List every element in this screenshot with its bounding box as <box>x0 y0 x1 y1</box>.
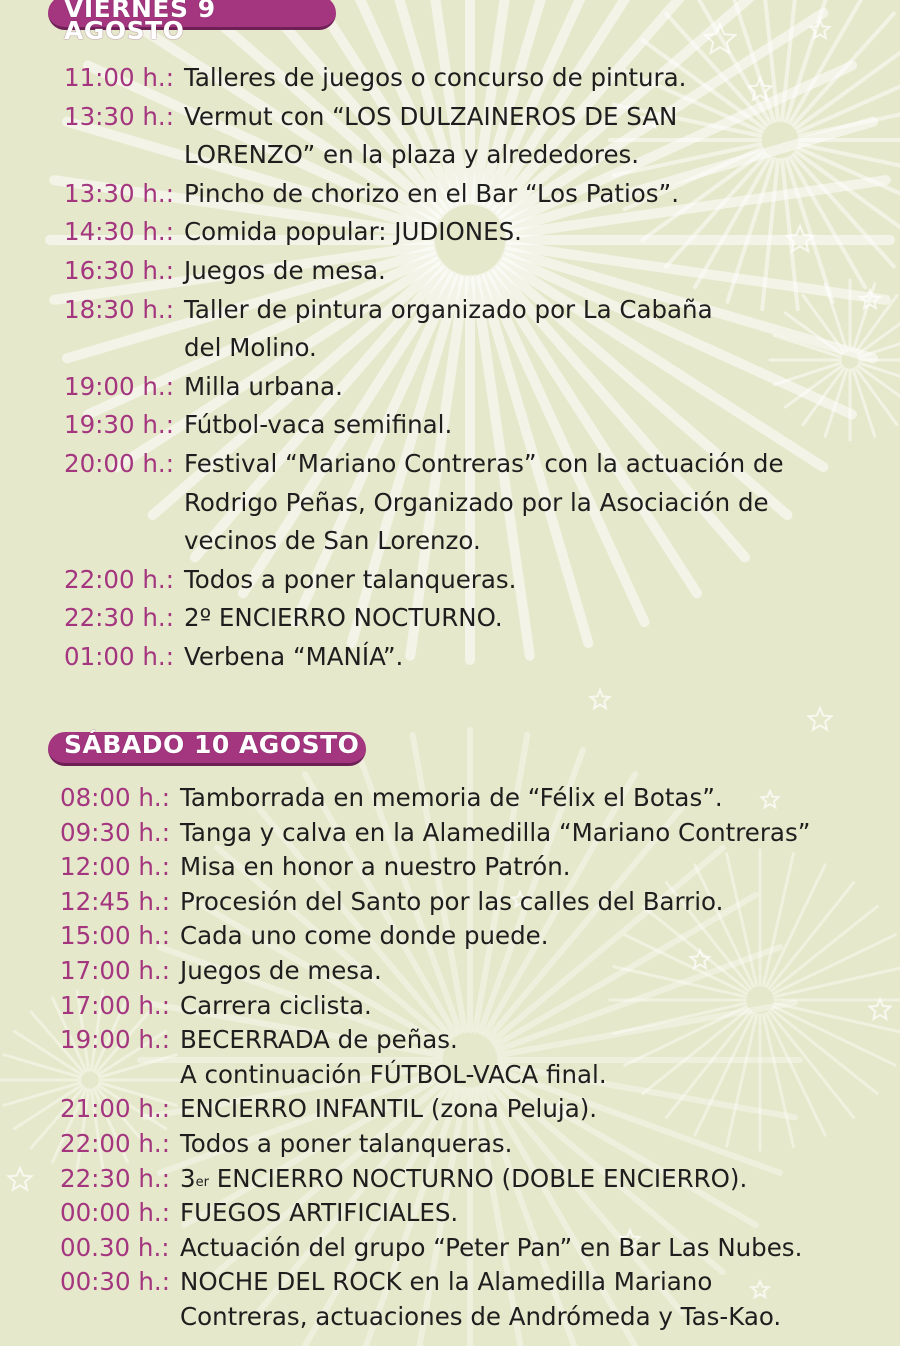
event-description <box>180 954 382 989</box>
event-description <box>184 599 503 638</box>
event-description-line: Taller de pintura organizado por La Cabaña <box>184 294 713 324</box>
event-description <box>184 638 403 677</box>
event-description-line: Fútbol-vaca semifinal. <box>184 410 453 440</box>
ordinal-superscript: er <box>195 1174 209 1190</box>
event-description <box>180 919 549 954</box>
event-description-line: Pincho de chorizo en el Bar “Los Patios”. <box>184 178 680 208</box>
event-time: 11:00 h.: <box>64 63 174 92</box>
event-description-line: 2º ENCIERRO NOCTURNO. <box>184 603 503 633</box>
day-title-viernes: VIERNES 9 AGOSTO <box>64 0 216 45</box>
event-time: 15:00 h.: <box>60 921 170 951</box>
event-time: 17:00 h.: <box>60 956 170 985</box>
event-time: 19:30 h.: <box>64 410 174 440</box>
event-time: 21:00 h.: <box>60 1094 170 1124</box>
event-row <box>64 445 784 561</box>
event-time: 00:00 h.: <box>60 1198 170 1228</box>
event-time: 18:30 h.: <box>64 294 174 324</box>
event-description-line: Festival “Mariano Contreras” con la actuación de <box>184 449 784 478</box>
event-time: 22:30 h.: <box>60 1163 170 1193</box>
event-row <box>60 954 382 989</box>
event-row <box>60 1127 512 1162</box>
event-description-line: A continuación FÚTBOL-VACA final. <box>180 1059 607 1089</box>
event-description-line: Talleres de juegos o concurso de pintura. <box>184 63 687 92</box>
event-time: 22:30 h.: <box>64 603 174 633</box>
event-time: 19:00 h.: <box>64 371 174 401</box>
event-row <box>64 291 713 368</box>
event-time: 16:30 h.: <box>64 256 174 285</box>
event-description-line: Juegos de mesa. <box>184 256 386 285</box>
event-row <box>64 368 343 407</box>
event-row <box>64 175 679 214</box>
event-description <box>184 252 386 291</box>
event-description-line: Tanga y calva en la Alamedilla “Mariano Contreras” <box>180 817 811 847</box>
event-description-line: del Molino. <box>184 333 317 363</box>
event-row <box>64 213 522 252</box>
day-title-sabado: SÁBADO 10 AGOSTO <box>64 730 360 759</box>
event-description <box>180 1265 781 1334</box>
event-description-line: Todos a poner talanqueras. <box>180 1129 513 1158</box>
event-description-line: Misa en honor a nuestro Patrón. <box>180 852 571 882</box>
event-time: 13:30 h.: <box>64 178 174 208</box>
event-time: 20:00 h.: <box>64 449 174 478</box>
event-description <box>180 1023 607 1092</box>
event-row <box>60 781 723 816</box>
event-description-line: Contreras, actuaciones de Andrómeda y Tas-Kao. <box>180 1301 782 1331</box>
event-description-line: LORENZO” en la plaza y alrededores. <box>184 140 640 170</box>
event-time: 12:00 h.: <box>60 852 170 882</box>
event-row <box>60 1162 747 1197</box>
event-description <box>184 368 343 407</box>
event-description-line: FUEGOS ARTIFICIALES. <box>180 1198 459 1228</box>
event-description-line: Verbena “MANÍA”. <box>184 642 404 671</box>
event-description-line: ENCIERRO INFANTIL (zona Peluja). <box>180 1094 598 1124</box>
event-description <box>184 213 522 252</box>
event-description <box>184 98 677 175</box>
event-description <box>184 406 452 445</box>
day-banner-sabado <box>48 732 366 766</box>
event-description-line: Vermut con “LOS DULZAINEROS DE SAN <box>184 101 678 131</box>
event-description-line: BECERRADA de peñas. <box>180 1025 458 1055</box>
event-row <box>60 816 810 851</box>
event-time: 14:30 h.: <box>64 217 174 247</box>
event-row <box>64 638 403 677</box>
event-description-line: Procesión del Santo por las calles del Barrio. <box>180 886 724 916</box>
event-time: 00.30 h.: <box>60 1232 170 1262</box>
event-row <box>60 885 723 920</box>
event-description <box>180 1092 597 1127</box>
event-time: 00:30 h.: <box>60 1267 170 1297</box>
event-description-line: Milla urbana. <box>184 371 343 401</box>
event-description <box>180 989 372 1024</box>
event-description-line: Todos a poner talanqueras. <box>184 564 517 594</box>
event-row <box>64 252 386 291</box>
event-row <box>60 1023 607 1092</box>
event-description <box>184 445 784 561</box>
event-time: 01:00 h.: <box>64 642 174 671</box>
event-time: 19:00 h.: <box>60 1025 170 1055</box>
event-description-line: Actuación del grupo “Peter Pan” en Bar Las Nubes. <box>180 1232 803 1262</box>
event-time: 13:30 h.: <box>64 101 174 131</box>
event-row <box>64 561 516 600</box>
event-row <box>60 850 571 885</box>
event-description <box>180 781 723 816</box>
event-description <box>180 1162 747 1197</box>
event-description-line: vecinos de San Lorenzo. <box>184 526 481 556</box>
event-row <box>60 1196 458 1231</box>
event-description-line: ENCIERRO NOCTURNO (DOBLE ENCIERRO). <box>216 1163 748 1193</box>
event-description-line: Carrera ciclista. <box>180 990 372 1020</box>
event-description <box>180 816 810 851</box>
event-description <box>184 175 679 214</box>
event-row <box>64 599 503 638</box>
event-description <box>180 1196 458 1231</box>
event-description-line: Rodrigo Peñas, Organizado por la Asociación de <box>184 487 769 517</box>
event-time: 12:45 h.: <box>60 886 170 916</box>
event-description-ordinal: 3 <box>180 1163 196 1193</box>
event-time: 09:30 h.: <box>60 817 170 847</box>
event-row <box>64 59 686 98</box>
event-description <box>184 59 686 98</box>
event-description <box>180 1231 802 1266</box>
event-row <box>60 1092 597 1127</box>
event-description-line: Comida popular: JUDIONES. <box>184 217 522 247</box>
event-description <box>180 850 571 885</box>
event-row <box>64 406 452 445</box>
event-row <box>60 1231 802 1266</box>
event-row <box>64 98 677 175</box>
event-row <box>60 989 372 1024</box>
event-description-line: NOCHE DEL ROCK en la Alamedilla Mariano <box>180 1267 713 1297</box>
event-description <box>184 291 713 368</box>
event-description <box>184 561 516 600</box>
event-time: 17:00 h.: <box>60 990 170 1020</box>
event-time: 22:00 h.: <box>64 564 174 594</box>
event-row <box>60 1265 781 1334</box>
event-row <box>60 919 549 954</box>
event-description-line: Tamborrada en memoria de “Félix el Botas”. <box>180 783 723 812</box>
event-description-line: Juegos de mesa. <box>180 956 382 985</box>
event-time: 22:00 h.: <box>60 1129 170 1158</box>
day-banner-viernes <box>48 0 336 45</box>
event-description <box>180 1127 512 1162</box>
event-time: 08:00 h.: <box>60 783 170 812</box>
event-description <box>180 885 723 920</box>
event-description-line: Cada uno come donde puede. <box>180 921 549 951</box>
